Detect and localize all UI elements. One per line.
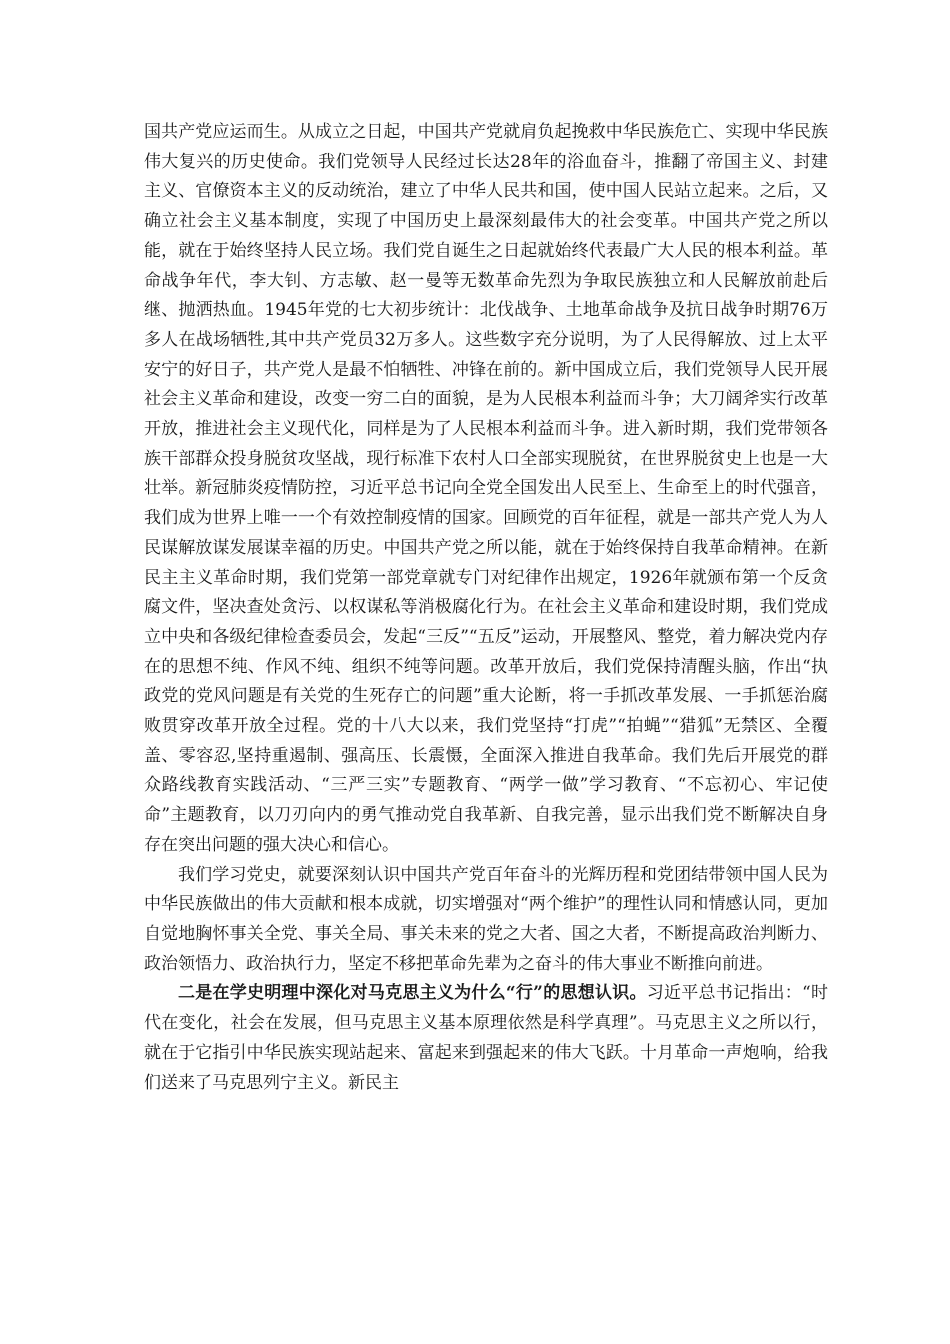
body-paragraph: 我们学习党史，就要深刻认识中国共产党百年奋斗的光辉历程和党团结带领中国人民为中华民族做出的伟大贡献和根本成就，切实增强对“两个维护”的理性认同和情感认同，更加自觉地胸怀事关全党、事关全局、事关未来的党之大者、国之大者，不断提高政治判断力、政治领悟力、政治执行力，坚定不移把革命先辈为之奋斗的伟大事业不断推向前进。 [144, 864, 828, 974]
body-paragraph [144, 979, 828, 1098]
document-page [144, 118, 828, 1098]
paragraph-body-text: 习近平总书记指出：“时代在变化，社会在发展，但马克思主义基本原理依然是科学真理”。马克思主义之所以行，就在于它指引中华民族实现站起来、富起来到强起来的伟大飞跃。十月革命一声炮响，给我们送来了马克思列宁主义。新民主 [144, 983, 828, 1093]
body-paragraph: 国共产党应运而生。从成立之日起，中国共产党就肩负起挽救中华民族危亡、实现中华民族伟大复兴的历史使命。我们党领导人民经过长达28年的浴血奋斗，推翻了帝国主义、封建主义、官僚资本主义的反动统治，建立了中华人民共和国，使中国人民站立起来。之后，又确立社会主义基本制度，实现了中国历史上最深刻最伟大的社会变革。中国共产党之所以能，就在于始终坚持人民立场。我们党自诞生之日起就始终代表最广大人民的根本利益。革命战争年代，李大钊、方志敏、赵一曼等无数革命先烈为争取民族独立和人民解放前赴后继、抛洒热血。1945年党的七大初步统计：北伐战争、土地革命战争及抗日战争时期76万多人在战场牺牲,其中共产党员32万多人。这些数字充分说明，为了人民得解放、过上太平安宁的好日子，共产党人是最不怕牺牲、冲锋在前的。新中国成立后，我们党领导人民开展社会主义革命和建设，改变一穷二白的面貌，是为人民根本利益而斗争；大刀阔斧实行改革开放，推进社会主义现代化，同样是为了人民根本利益而斗争。进入新时期，我们党带领各族干部群众投身脱贫攻坚战，现行标准下农村人口全部实现脱贫，在世界脱贫史上也是一大壮举。新冠肺炎疫情防控，习近平总书记向全党全国发出人民至上、生命至上的时代强音，我们成为世界上唯一一个有效控制疫情的国家。回顾党的百年征程，就是一部共产党人为人民谋解放谋发展谋幸福的历史。中国共产党之所以能，就在于始终保持自我革命精神。在新民主主义革命时期，我们党第一部党章就专门对纪律作出规定，1926年就颁布第一个反贪腐文件，坚决查处贪污、以权谋私等消极腐化行为。在社会主义革命和建设时期，我们党成立中央和各级纪律检查委员会，发起“三反”“五反”运动，开展整风、整党，着力解决党内存在的思想不纯、作风不纯、组织不纯等问题。改革开放后，我们党保持清醒头脑，作出“执政党的党风问题是有关党的生死存亡的问题”重大论断，将一手抓改革发展、一手抓惩治腐败贯穿改革开放全过程。党的十八大以来，我们党坚持“打虎”“拍蝇”“猎狐”无禁区、全覆盖、零容忍,坚持重遏制、强高压、长震慑，全面深入推进自我革命。我们先后开展党的群众路线教育实践活动、“三严三实”专题教育、“两学一做”学习教育、“不忘初心、牢记使命”主题教育，以刀刃向内的勇气推动党自我革新、自我完善，显示出我们党不断解决自身存在突出问题的强大决心和信心。 [144, 122, 828, 855]
section-lead-heading: 二是在学史明理中深化对马克思主义为什么“行”的思想认识。 [178, 983, 647, 1004]
